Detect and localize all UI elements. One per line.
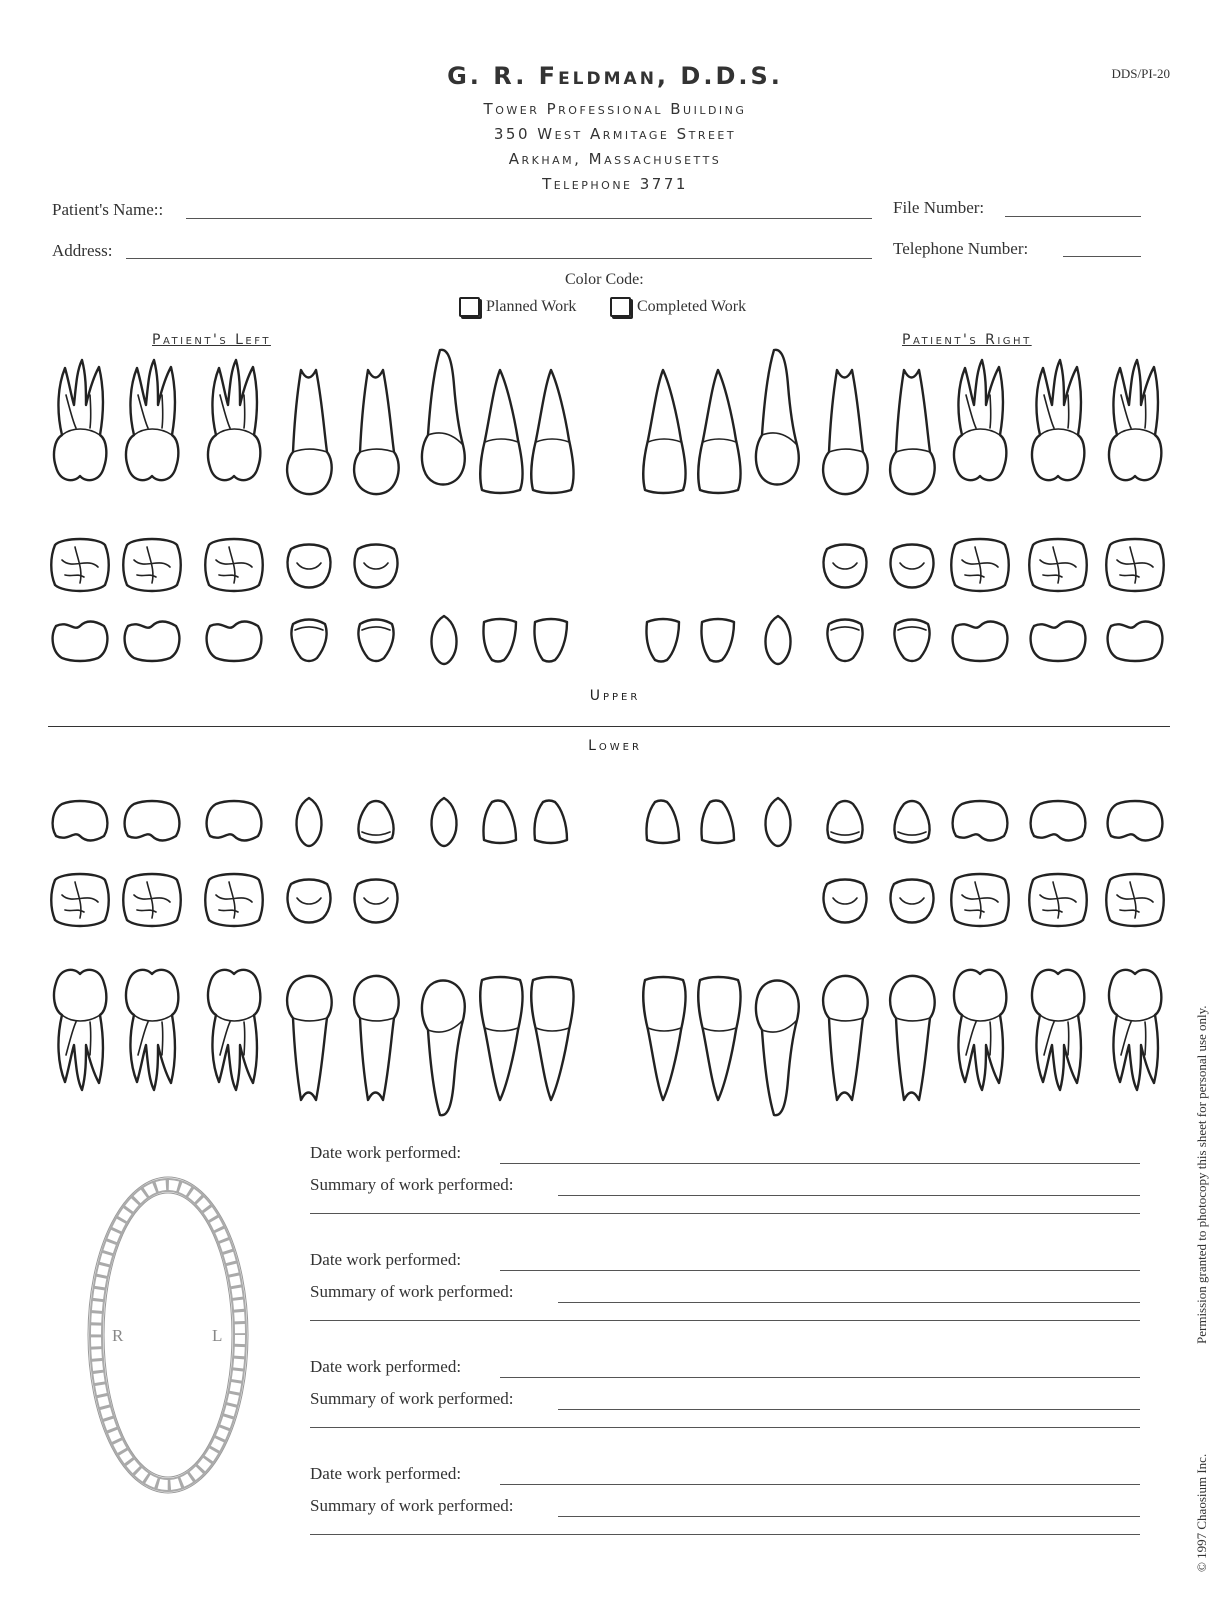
dental-arch-diagram xyxy=(88,1177,248,1493)
planned-label: Planned Work xyxy=(486,298,577,315)
summary-extra-line[interactable] xyxy=(310,1213,1140,1214)
arch-l-label: L xyxy=(212,1326,223,1345)
address-label: Address: xyxy=(52,241,113,260)
tooth-upper-lab-8[interactable] xyxy=(534,619,567,662)
tooth-upper-occ-1[interactable] xyxy=(51,539,109,591)
telephone-label: Telephone Number: xyxy=(893,239,1029,258)
tooth-lower-premolar-3[interactable] xyxy=(823,976,868,1100)
date-label: Date work performed: xyxy=(310,1464,462,1483)
tooth-lower-molar-5[interactable] xyxy=(1032,970,1084,1090)
tooth-upper-occ-7[interactable] xyxy=(891,545,934,588)
tooth-lower-lab-4[interactable] xyxy=(297,798,322,846)
tooth-upper-molar-4[interactable] xyxy=(954,360,1006,480)
tooth-upper-incisor-4[interactable] xyxy=(698,370,740,493)
tooth-lower-lab-1[interactable] xyxy=(53,801,108,841)
date-line[interactable] xyxy=(500,1484,1140,1485)
tooth-upper-premolar-4[interactable] xyxy=(890,370,935,494)
summary-extra-line[interactable] xyxy=(310,1427,1140,1428)
tooth-upper-occ-8[interactable] xyxy=(951,539,1009,591)
tooth-upper-molar-3[interactable] xyxy=(208,360,260,480)
tooth-upper-occ-6[interactable] xyxy=(824,545,867,588)
summary-line[interactable] xyxy=(558,1195,1140,1196)
tooth-lower-lab-8[interactable] xyxy=(534,801,567,844)
tooth-lower-molar-6[interactable] xyxy=(1109,970,1161,1090)
date-label: Date work performed: xyxy=(310,1250,462,1269)
lower-labial-row xyxy=(53,798,1163,846)
tooth-upper-occ-3[interactable] xyxy=(205,539,263,591)
tooth-upper-lab-14[interactable] xyxy=(953,622,1008,662)
tooth-lower-occ-2[interactable] xyxy=(123,874,181,926)
summary-line[interactable] xyxy=(558,1409,1140,1410)
address-line-4: Telephone 3771 xyxy=(542,175,688,193)
tooth-lower-occ-8[interactable] xyxy=(951,874,1009,926)
tooth-upper-lab-6[interactable] xyxy=(432,616,457,664)
tooth-upper-incisor-1[interactable] xyxy=(480,370,522,493)
tooth-lower-incisor-4[interactable] xyxy=(698,977,740,1100)
arch-r-label: R xyxy=(112,1326,124,1345)
tooth-upper-molar-6[interactable] xyxy=(1109,360,1161,480)
tooth-lower-incisor-3[interactable] xyxy=(643,977,685,1100)
tooth-upper-premolar-1[interactable] xyxy=(287,370,332,494)
form-code: DDS/PI-20 xyxy=(1111,66,1170,81)
tooth-upper-lab-5[interactable] xyxy=(358,620,393,662)
tooth-upper-canine-right[interactable] xyxy=(756,350,799,485)
tooth-lower-lab-12[interactable] xyxy=(827,801,862,843)
summary-line[interactable] xyxy=(558,1516,1140,1517)
tooth-upper-lab-15[interactable] xyxy=(1031,622,1086,662)
summary-line[interactable] xyxy=(558,1302,1140,1303)
date-label: Date work performed: xyxy=(310,1357,462,1376)
tooth-upper-lab-3[interactable] xyxy=(207,622,262,662)
tooth-lower-premolar-4[interactable] xyxy=(890,976,935,1100)
tooth-lower-lab-2[interactable] xyxy=(125,801,180,841)
address-line-3: Arkham, Massachusetts xyxy=(508,150,722,168)
summary-label: Summary of work performed: xyxy=(310,1389,514,1408)
tooth-lower-premolar-2[interactable] xyxy=(354,976,399,1100)
tooth-upper-lab-2[interactable] xyxy=(125,622,180,662)
tooth-lower-lab-16[interactable] xyxy=(1108,801,1163,841)
lower-occlusal-row xyxy=(51,874,1164,926)
tooth-lower-lab-13[interactable] xyxy=(894,801,929,843)
tooth-lower-canine-right[interactable] xyxy=(756,981,799,1116)
tooth-lower-canine-left[interactable] xyxy=(422,981,465,1116)
tooth-lower-molar-3[interactable] xyxy=(208,970,260,1090)
tooth-upper-occ-5[interactable] xyxy=(355,545,398,588)
summary-extra-line[interactable] xyxy=(310,1534,1140,1535)
patient-right-label: Patient's Right xyxy=(902,332,1032,348)
tooth-upper-molar-1[interactable] xyxy=(54,360,106,480)
tooth-lower-occ-6[interactable] xyxy=(824,880,867,923)
upper-occlusal-row xyxy=(51,539,1164,591)
tooth-lower-incisor-2[interactable] xyxy=(531,977,573,1100)
upper-side-row xyxy=(54,350,1161,494)
tooth-lower-occ-1[interactable] xyxy=(51,874,109,926)
upper-label: Upper xyxy=(589,688,641,704)
tooth-lower-lab-3[interactable] xyxy=(207,801,262,841)
date-line[interactable] xyxy=(500,1163,1140,1164)
tooth-lower-occ-10[interactable] xyxy=(1106,874,1164,926)
address-line-2: 350 West Armitage Street xyxy=(493,125,737,143)
tooth-upper-occ-10[interactable] xyxy=(1106,539,1164,591)
tooth-upper-incisor-3[interactable] xyxy=(643,370,685,493)
tooth-lower-molar-1[interactable] xyxy=(54,970,106,1090)
lower-label: Lower xyxy=(588,738,642,754)
summary-extra-line[interactable] xyxy=(310,1320,1140,1321)
tooth-lower-lab-9[interactable] xyxy=(646,801,679,844)
tooth-lower-lab-11[interactable] xyxy=(766,798,791,846)
date-label: Date work performed: xyxy=(310,1143,462,1162)
tooth-upper-lab-4[interactable] xyxy=(291,620,326,662)
tooth-lower-molar-4[interactable] xyxy=(954,970,1006,1090)
tooth-upper-canine-left[interactable] xyxy=(422,350,465,485)
work-record-3 xyxy=(310,1357,1140,1428)
tooth-lower-incisor-1[interactable] xyxy=(480,977,522,1100)
tooth-lower-lab-5[interactable] xyxy=(358,801,393,843)
legend-title: Color Code: xyxy=(565,271,644,288)
file-number-label: File Number: xyxy=(893,198,985,217)
patient-left-label: Patient's Left xyxy=(152,332,271,348)
summary-label: Summary of work performed: xyxy=(310,1175,514,1194)
tooth-upper-lab-1[interactable] xyxy=(53,622,108,662)
tooth-upper-incisor-2[interactable] xyxy=(531,370,573,493)
tooth-lower-premolar-1[interactable] xyxy=(287,976,332,1100)
summary-label: Summary of work performed: xyxy=(310,1282,514,1301)
lower-side-row xyxy=(54,970,1161,1115)
tooth-lower-occ-7[interactable] xyxy=(891,880,934,923)
tooth-upper-premolar-3[interactable] xyxy=(823,370,868,494)
tooth-upper-lab-10[interactable] xyxy=(701,619,734,662)
tooth-lower-occ-5[interactable] xyxy=(355,880,398,923)
completed-label: Completed Work xyxy=(637,298,747,315)
patient-name-label: Patient's Name:: xyxy=(52,200,164,219)
tooth-lower-molar-2[interactable] xyxy=(126,970,178,1090)
tooth-upper-lab-13[interactable] xyxy=(894,620,929,662)
tooth-upper-occ-9[interactable] xyxy=(1029,539,1087,591)
work-record-2 xyxy=(310,1250,1140,1321)
tooth-lower-occ-3[interactable] xyxy=(205,874,263,926)
summary-label: Summary of work performed: xyxy=(310,1496,514,1515)
date-line[interactable] xyxy=(500,1377,1140,1378)
permission-note: Permission granted to photocopy this sheet for personal use only. xyxy=(1194,1005,1209,1344)
date-line[interactable] xyxy=(500,1270,1140,1271)
tooth-lower-lab-6[interactable] xyxy=(432,798,457,846)
copyright-note: © 1997 Chaosium Inc. xyxy=(1194,1453,1209,1572)
tooth-lower-occ-4[interactable] xyxy=(288,880,331,923)
tooth-upper-occ-4[interactable] xyxy=(288,545,331,588)
tooth-upper-molar-2[interactable] xyxy=(126,360,178,480)
work-record-1 xyxy=(310,1143,1140,1214)
tooth-upper-molar-5[interactable] xyxy=(1032,360,1084,480)
tooth-lower-lab-7[interactable] xyxy=(483,801,516,844)
upper-labial-row xyxy=(53,616,1163,664)
tooth-upper-premolar-2[interactable] xyxy=(354,370,399,494)
work-record-4 xyxy=(310,1464,1140,1535)
tooth-lower-occ-9[interactable] xyxy=(1029,874,1087,926)
tooth-lower-lab-15[interactable] xyxy=(1031,801,1086,841)
dentist-name: G. R. Feldman, D.D.S. xyxy=(447,62,783,90)
tooth-lower-lab-10[interactable] xyxy=(701,801,734,844)
tooth-upper-lab-12[interactable] xyxy=(827,620,862,662)
tooth-upper-lab-7[interactable] xyxy=(483,619,516,662)
address-line-1: Tower Professional Building xyxy=(483,100,747,118)
tooth-upper-lab-11[interactable] xyxy=(766,616,791,664)
tooth-upper-lab-9[interactable] xyxy=(646,619,679,662)
tooth-lower-lab-14[interactable] xyxy=(953,801,1008,841)
tooth-upper-lab-16[interactable] xyxy=(1108,622,1163,662)
tooth-upper-occ-2[interactable] xyxy=(123,539,181,591)
